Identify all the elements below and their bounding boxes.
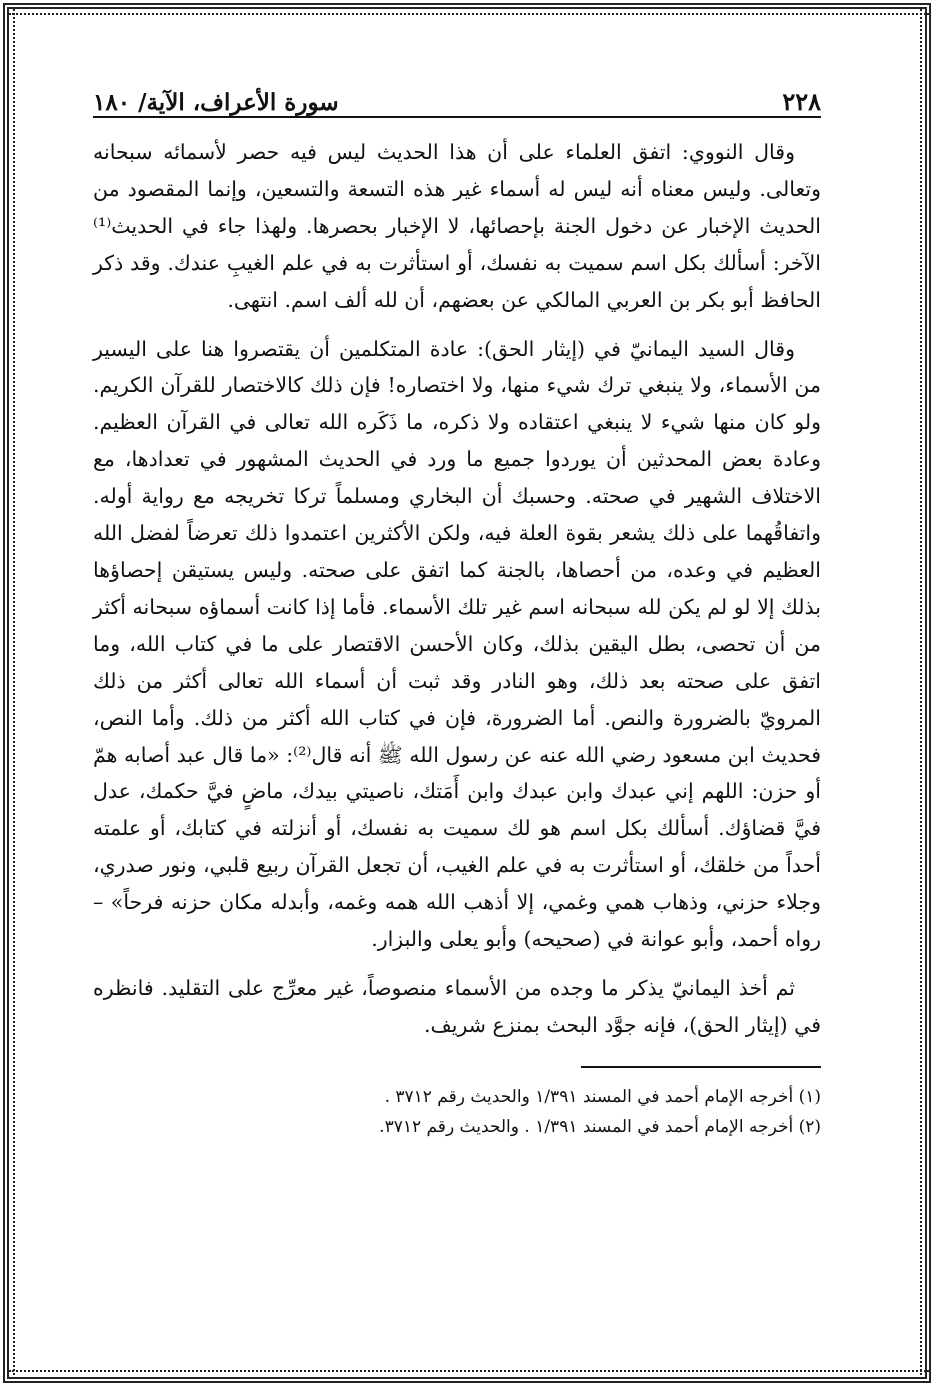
main-text — [93, 134, 821, 1044]
running-title: سورة الأعراف، الآية/ ١٨٠ — [93, 89, 339, 116]
border-ornament-right — [920, 9, 925, 1379]
paragraph-conclusion: ثم أخذ اليمانيّ يذكر ما وجده من الأسماء منصوصاً، غير معرِّج على التقليد. فانظره في (إيثار الحق)، فإنه جوَّد البحث بمنزع شريف. — [93, 975, 821, 1037]
page-header — [93, 70, 821, 118]
paragraph-nawawi: وقال النووي: اتفق العلماء على أن هذا الحديث ليس فيه حصر لأسمائه سبحانه وتعالى. وليس معناه أنه ليس له أسماء غير هذه التسعة والتسعين، وإنما المقصود من الحديث الإخبار عن دخول الجنة بإحصائها، لا الإخبار بحصرها. ولهذا جاء في الحديث⁽¹⁾ الآخر: أسألك بكل اسم سميت به نفسك، أو استأثرت به في علم الغيبِ عندك. وقد ذكر الحافظ أبو بكر بن العربي المالكي عن بعضهم، أن لله ألف اسم. انتهى. — [93, 140, 821, 312]
page-number: ٢٢٨ — [782, 87, 821, 116]
footnotes — [93, 1082, 821, 1142]
book-page — [93, 70, 821, 1142]
footnote-1: (١) أخرجه الإمام أحمد في المسند ١/٣٩١ والحديث رقم ٣٧١٢ . — [384, 1086, 821, 1107]
footnote-separator — [581, 1066, 821, 1068]
footnote-2: (٢) أخرجه الإمام أحمد في المسند ١/٣٩١ . والحديث رقم ٣٧١٢. — [379, 1116, 821, 1137]
paragraph-yamani: وقال السيد اليمانيّ في (إيثار الحق): عادة المتكلمين أن يقتصروا هنا على اليسير من الأسماء، ولا ينبغي ترك شيء منها، ولا اختصاره! فإن ذلك كالاختصار للقرآن الكريم. ولو كان منها شيء لا ينبغي اعتقاده ولا ذكره، ما ذَكَره الله تعالى في القرآن العظيم. وعادة بعض المحدثين أن يوردوا جميع ما ورد في الحديث المشهور في تعدادها، مع الاختلاف الشهير في صحته. وحسبك أن البخاري ومسلماً تركا تخريجه مع رواية أوله. واتفاقُهما على ذلك يشعر بقوة العلة فيه، ولكن الأكثرين اعتمدوا ذلك تعرضاً لفضل الله العظيم في وعده، من أحصاها، بالجنة كما اتفق على صحته. وليس يستيقن إحصاؤها بذلك إلا لو لم يكن لله سبحانه اسم غير تلك الأسماء. فأما إذا كانت أسماؤه سبحانه أكثر من أن تحصى، بطل اليقين بذلك، وكان الأحسن الاقتصار على ما في كتاب الله، وما اتفق على صحته بعد ذلك، وهو النادر وقد ثبت أن أسماء الله تعالى أكثر من ذلك المرويّ بالضرورة والنص. أما الضرورة، فإن في كتاب الله أكثر من ذلك. وأما النص، فحديث ابن مسعود رضي الله عنه عن رسول الله ﷺ أنه قال⁽²⁾: «ما قال عبد أصابه همّ أو حزن: اللهم إني عبدك وابن عبدك وابن أَمَتك، ناصيتي بيدك، ماضٍ فيَّ حكمك، عدل فيَّ قضاؤك. أسألك بكل اسم هو لك سميت به نفسك، أو أنزلته في كتابك، أو علمته أحداً من خلقك، أو استأثرت به في علم الغيب، أن تجعل القرآن ربيع قلبي، ونور صدري، وجلاء حزني، وذهاب همي وغمي، إلا أذهب الله همه وغمه، وأبدله مكان حزنه فرحاً» – رواه أحمد، وأبو عوانة في (صحيحه) وأبو يعلى والبزار. — [93, 336, 821, 952]
border-ornament-bottom — [9, 1370, 929, 1375]
border-ornament-left — [13, 9, 18, 1379]
border-ornament-top — [9, 13, 929, 18]
